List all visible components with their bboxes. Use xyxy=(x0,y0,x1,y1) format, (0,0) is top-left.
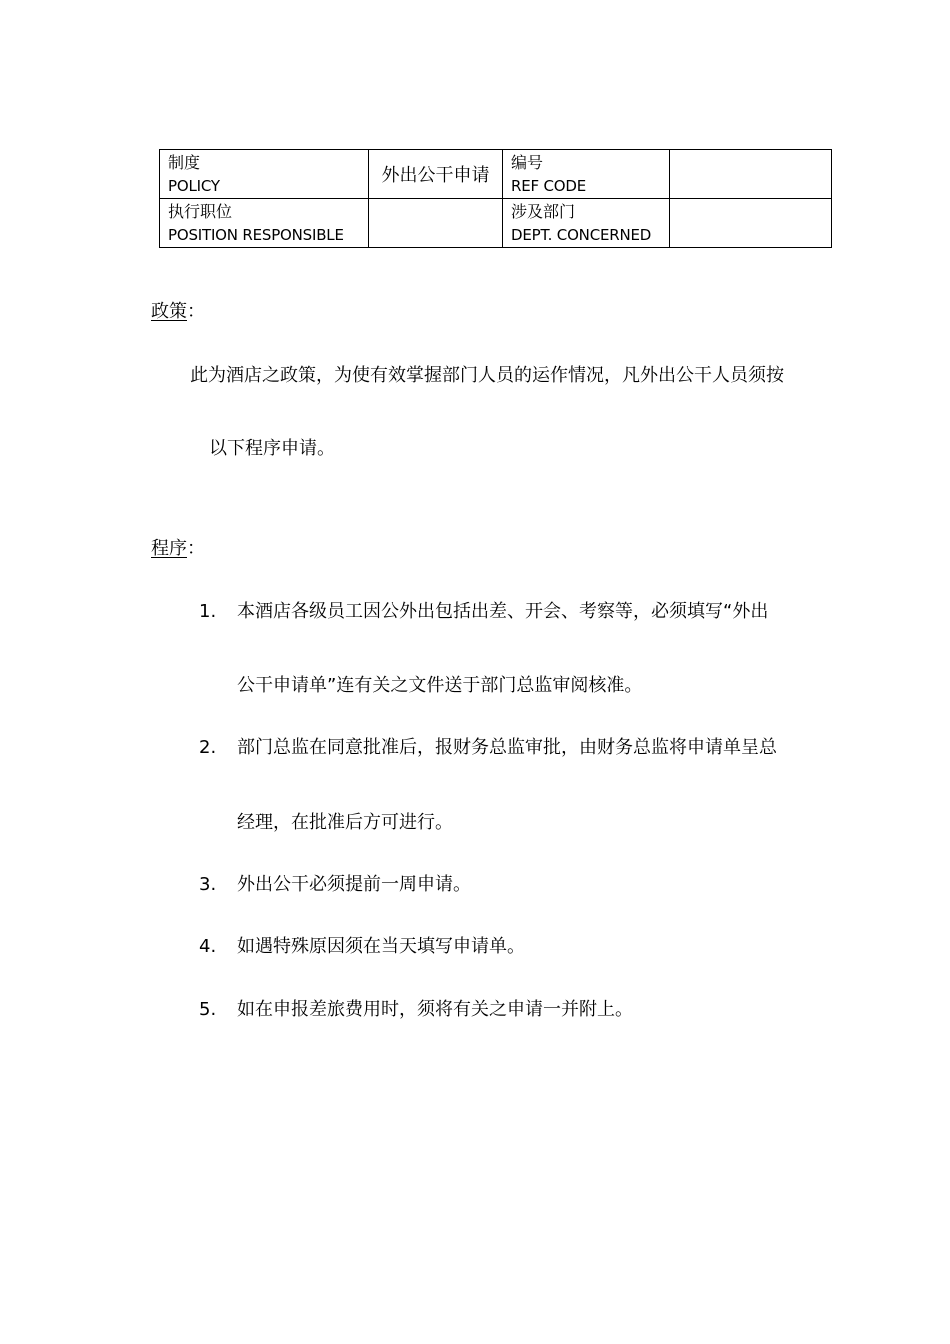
ref-code-value-cell xyxy=(670,150,832,199)
dept-label-cell xyxy=(503,199,670,248)
dept-value-cell xyxy=(670,199,832,248)
procedure-item-1-line-2: 公干申请单”连有关之文件送于部门总监审阅核准。 xyxy=(237,675,643,696)
ref-code-label-en: REF CODE xyxy=(511,177,587,195)
policy-heading-colon: ： xyxy=(187,301,205,322)
position-label-en: POSITION RESPONSIBLE xyxy=(168,226,344,244)
procedure-heading-colon: ： xyxy=(187,538,205,559)
procedure-item-5-number: 5. xyxy=(199,999,217,1020)
procedure-item-4-line-1: 如遇特殊原因须在当天填写申请单。 xyxy=(237,936,525,957)
procedure-item-2-number: 2. xyxy=(199,737,217,758)
procedure-item-2-line-1: 部门总监在同意批准后，报财务总监审批，由财务总监将申请单呈总 xyxy=(237,737,777,758)
procedure-item-1-line-1: 本酒店各级员工因公外出包括出差、开会、考察等，必须填写“外出 xyxy=(237,601,769,622)
procedure-item-3-number: 3. xyxy=(199,874,217,895)
policy-heading-text: 政策 xyxy=(151,301,187,322)
policy-title: 外出公干申请 xyxy=(381,165,490,186)
procedure-heading xyxy=(151,535,205,563)
procedure-item-4-number: 4. xyxy=(199,936,217,957)
position-label-cn: 执行职位 xyxy=(168,202,233,221)
position-label-cell xyxy=(160,199,369,248)
procedure-item-1-number: 1. xyxy=(199,601,217,622)
procedure-item-3-line-1: 外出公干必须提前一周申请。 xyxy=(237,874,471,895)
policy-label-cn: 制度 xyxy=(168,153,201,172)
procedure-heading-text: 程序 xyxy=(151,538,187,559)
dept-label-en: DEPT. CONCERNED xyxy=(511,226,652,244)
dept-label-cn: 涉及部门 xyxy=(511,202,576,221)
procedure-item-2-line-2: 经理，在批准后方可进行。 xyxy=(237,812,453,833)
position-value-cell xyxy=(369,199,503,248)
policy-label-en: POLICY xyxy=(168,177,220,195)
ref-code-label-cell xyxy=(503,150,670,199)
procedure-item-5-line-1: 如在申报差旅费用时，须将有关之申请一并附上。 xyxy=(237,999,633,1020)
policy-label-cell xyxy=(160,150,369,199)
header-row-1 xyxy=(160,150,832,199)
policy-heading xyxy=(151,298,205,326)
policy-text-line-1: 此为酒店之政策，为使有效掌握部门人员的运作情况，凡外出公干人员须按 xyxy=(190,365,784,386)
policy-text-line-2: 以下程序申请。 xyxy=(209,438,335,459)
policy-title-cell xyxy=(369,150,503,199)
ref-code-label-cn: 编号 xyxy=(511,153,544,172)
policy-header-table xyxy=(159,149,832,248)
header-row-2 xyxy=(160,199,832,248)
